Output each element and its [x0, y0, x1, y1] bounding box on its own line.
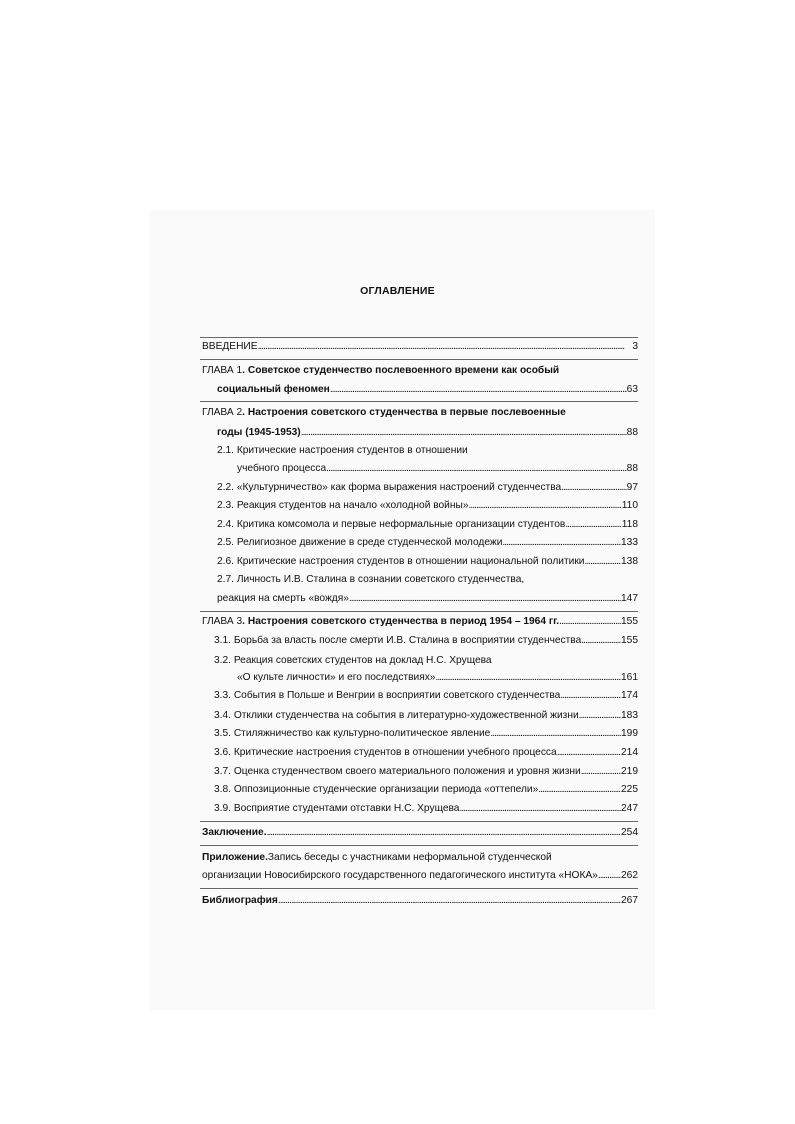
- page-title: ОГЛАВЛЕНИЕ: [360, 285, 435, 297]
- toc-section-3-4: 3.4. Отклики студенчества на события в литературно-художественной жизни . . . 183: [214, 709, 638, 723]
- toc-section-2-2: 2.2. «Культурничество» как форма выражения настроений студенчества . . . 97: [217, 481, 638, 495]
- separator-line: [200, 359, 638, 360]
- separator-line: [200, 401, 638, 402]
- toc-section-3-5: 3.5. Стиляжничество как культурно-политическое явление . . . 199: [214, 727, 638, 741]
- toc-section-3-1: 3.1. Борьба за власть после смерти И.В. Сталина в восприятии студенчества . . . 155: [214, 634, 638, 648]
- toc-section-3-8: 3.8. Оппозиционные студенческие организации периода «оттепели» . . . 225: [214, 783, 638, 797]
- page-background: [150, 210, 655, 1010]
- separator-line: [200, 845, 638, 846]
- toc-chapter2-heading: ГЛАВА 2 . Настроения советского студенчества в первые послевоенные: [202, 407, 566, 418]
- separator-line: [200, 337, 638, 338]
- toc-section-3-9: 3.9. Восприятие студентами отставки Н.С. Хрущева . . . 247: [214, 802, 638, 816]
- toc-section-2-3: 2.3. Реакция студентов на начало «холодной войны» . . . 110: [217, 499, 638, 513]
- toc-section-3-2-end: «О культе личности» и его последствиях» . . . 161: [237, 671, 638, 685]
- toc-section-2-4: 2.4. Критика комсомола и первые неформальные организации студентов . . . 118: [217, 518, 638, 532]
- separator-line: [200, 821, 638, 822]
- separator-line: [200, 611, 638, 612]
- toc-chapter3-heading: ГЛАВА 3 . Настроения советского студенчества в период 1954 – 1964 гг. . . . 155: [202, 615, 638, 629]
- toc-section-3-6: 3.6. Критические настроения студентов в отношении учебного процесса . . . 214: [214, 746, 638, 760]
- toc-section-2-6: 2.6. Критические настроения студентов в отношении национальной политики . . . 138: [217, 555, 638, 569]
- toc-section-3-3: 3.3. События в Польше и Венгрии в восприятии советского студенчества . . . 174: [214, 689, 638, 703]
- toc-section-2-1: 2.1. Критические настроения студентов в отношении: [217, 445, 468, 456]
- toc-chapter1-heading: ГЛАВА 1 . Советское студенчество послевоенного времени как особый: [202, 365, 560, 376]
- toc-section-2-7-end: реакция на смерть «вождя» . . . 147: [217, 592, 638, 606]
- toc-section-2-5: 2.5. Религиозное движение в среде студенческой молодежи . . . 133: [217, 536, 638, 550]
- toc-chapter1-title-end: социальный феномен . . . 63: [217, 383, 638, 397]
- toc-entry-bibliography: Библиография . . . 267: [202, 894, 638, 908]
- toc-entry-intro: ВВЕДЕНИЕ . . . 3: [202, 340, 638, 354]
- toc-entry-appendix-end: организации Новосибирского государственного педагогического института «НОКА» . . . 262: [202, 869, 638, 883]
- toc-section-3-2: 3.2. Реакция советских студентов на доклад Н.С. Хрущева: [214, 655, 492, 666]
- toc-chapter2-title-end: годы (1945-1953) . . . 88: [217, 426, 638, 440]
- toc-section-3-7: 3.7. Оценка студенчеством своего материального положения и уровня жизни . . . 219: [214, 765, 638, 779]
- toc-section-2-1-end: учебного процесса . . . 88: [237, 462, 638, 476]
- separator-line: [200, 888, 638, 889]
- toc-entry-conclusion: Заключение. . . . 254: [202, 826, 638, 840]
- toc-section-2-7: 2.7. Личность И.В. Сталина в сознании советского студенчества,: [217, 574, 525, 585]
- toc-entry-appendix: Приложение. Запись беседы с участниками неформальной студенческой: [202, 852, 552, 863]
